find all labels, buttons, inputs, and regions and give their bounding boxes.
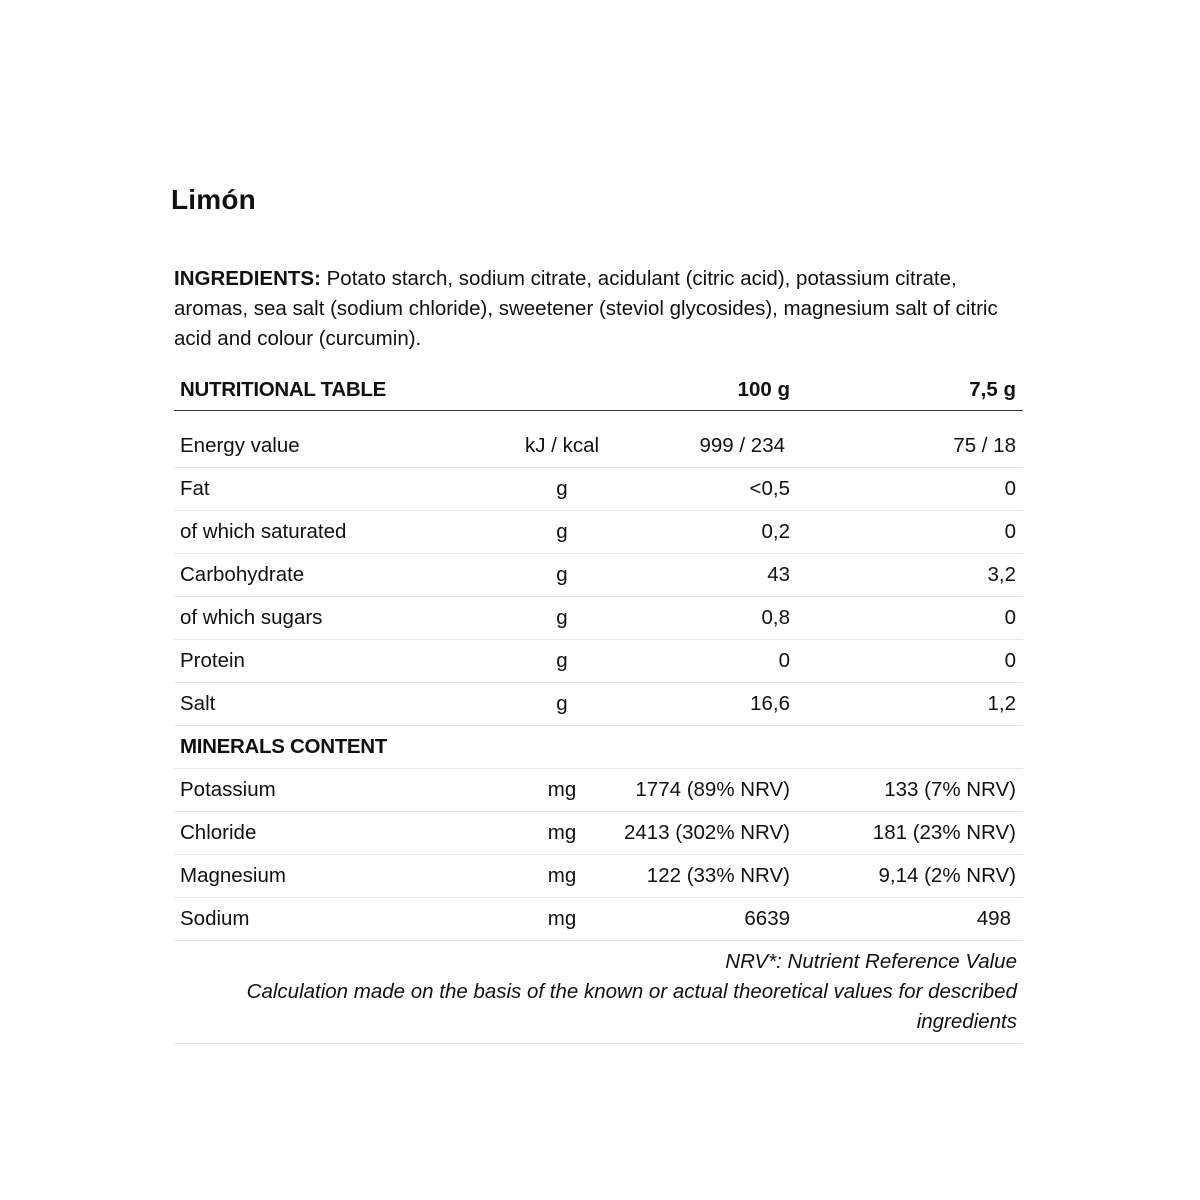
nrv-note: NRV*: Nutrient Reference Value — [725, 950, 1017, 973]
header-spacer — [174, 411, 1023, 424]
nutrient-name: of which saturated — [180, 520, 347, 543]
nutrient-value-serving: 1,2 — [987, 692, 1016, 715]
mineral-value-serving: 498 — [976, 907, 1011, 930]
mineral-name: Magnesium — [180, 864, 286, 887]
table-row-energy — [174, 424, 1023, 468]
column-header-100g: 100 g — [737, 378, 790, 401]
mineral-unit: mg — [547, 864, 577, 887]
mineral-value-100g: 1774 (89% NRV) — [635, 778, 790, 801]
mineral-name: Sodium — [180, 907, 250, 930]
table-row-sugars — [174, 597, 1023, 640]
mineral-name: Potassium — [180, 778, 276, 801]
nutrient-name: Protein — [180, 649, 245, 672]
nutrient-name: Carbohydrate — [180, 563, 305, 586]
mineral-unit: mg — [547, 907, 577, 930]
product-title: Limón — [171, 184, 256, 215]
ingredients-paragraph — [174, 264, 1034, 354]
nutrient-value-serving: 0 — [1004, 649, 1016, 672]
nutrient-unit: g — [556, 563, 568, 586]
nutrient-value-100g: 0 — [778, 649, 790, 672]
nutrient-value-serving: 0 — [1004, 477, 1016, 500]
table-row-saturated — [174, 511, 1023, 554]
minerals-heading: MINERALS CONTENT — [180, 735, 388, 758]
ingredients-label: INGREDIENTS: — [174, 267, 321, 290]
table-header-title: NUTRITIONAL TABLE — [180, 378, 386, 401]
nutrient-value-serving: 75 / 18 — [953, 434, 1016, 457]
calculation-note: Calculation made on the basis of the known or actual theoretical values for described ingredients — [246, 980, 1017, 1033]
mineral-value-serving: 9,14 (2% NRV) — [878, 864, 1016, 887]
table-row-salt — [174, 683, 1023, 726]
column-header-serving: 7,5 g — [969, 378, 1016, 401]
nutrient-value-serving: 0 — [1004, 520, 1016, 543]
nutrient-value-100g: 16,6 — [750, 692, 790, 715]
table-row-sodium — [174, 898, 1023, 941]
nutrient-name: Salt — [180, 692, 216, 715]
nutritional-table — [174, 369, 1023, 1044]
table-header-row — [174, 369, 1023, 411]
nutrient-name: Energy value — [180, 434, 300, 457]
nutrient-unit: g — [556, 520, 568, 543]
nutrient-value-100g: 43 — [767, 563, 790, 586]
nutrient-name: Fat — [180, 477, 210, 500]
nutrient-unit: g — [556, 477, 568, 500]
nutrient-name: of which sugars — [180, 606, 323, 629]
mineral-value-100g: 6639 — [744, 907, 790, 930]
nutrient-unit: g — [556, 606, 568, 629]
table-row-carbohydrate — [174, 554, 1023, 597]
minerals-section-row — [174, 726, 1023, 769]
nutrient-value-100g: 999 / 234 — [699, 434, 785, 457]
mineral-value-100g: 2413 (302% NRV) — [624, 821, 790, 844]
ingredients-text: Potato starch, sodium citrate, acidulant (citric acid), potassium citrate, aromas, sea salt (sodium chloride), sweetener (steviol glycosides), magnesium salt of citric acid and colour (curcumin). — [174, 267, 998, 350]
mineral-value-100g: 122 (33% NRV) — [646, 864, 790, 887]
mineral-value-serving: 133 (7% NRV) — [884, 778, 1016, 801]
mineral-unit: mg — [547, 821, 577, 844]
table-row-fat — [174, 468, 1023, 511]
mineral-value-serving: 181 (23% NRV) — [872, 821, 1016, 844]
nutrient-unit: g — [556, 649, 568, 672]
mineral-unit: mg — [547, 778, 577, 801]
table-row-protein — [174, 640, 1023, 683]
nutrient-unit: g — [556, 692, 568, 715]
table-footnote — [174, 941, 1023, 1044]
mineral-name: Chloride — [180, 821, 257, 844]
table-row-chloride — [174, 812, 1023, 855]
nutrient-value-100g: 0,8 — [761, 606, 790, 629]
nutrient-value-serving: 3,2 — [987, 563, 1016, 586]
nutrient-value-serving: 0 — [1004, 606, 1016, 629]
nutrient-value-100g: <0,5 — [749, 477, 790, 500]
table-row-potassium — [174, 769, 1023, 812]
nutrient-value-100g: 0,2 — [761, 520, 790, 543]
nutrient-unit: kJ / kcal — [524, 434, 600, 457]
table-row-magnesium — [174, 855, 1023, 898]
